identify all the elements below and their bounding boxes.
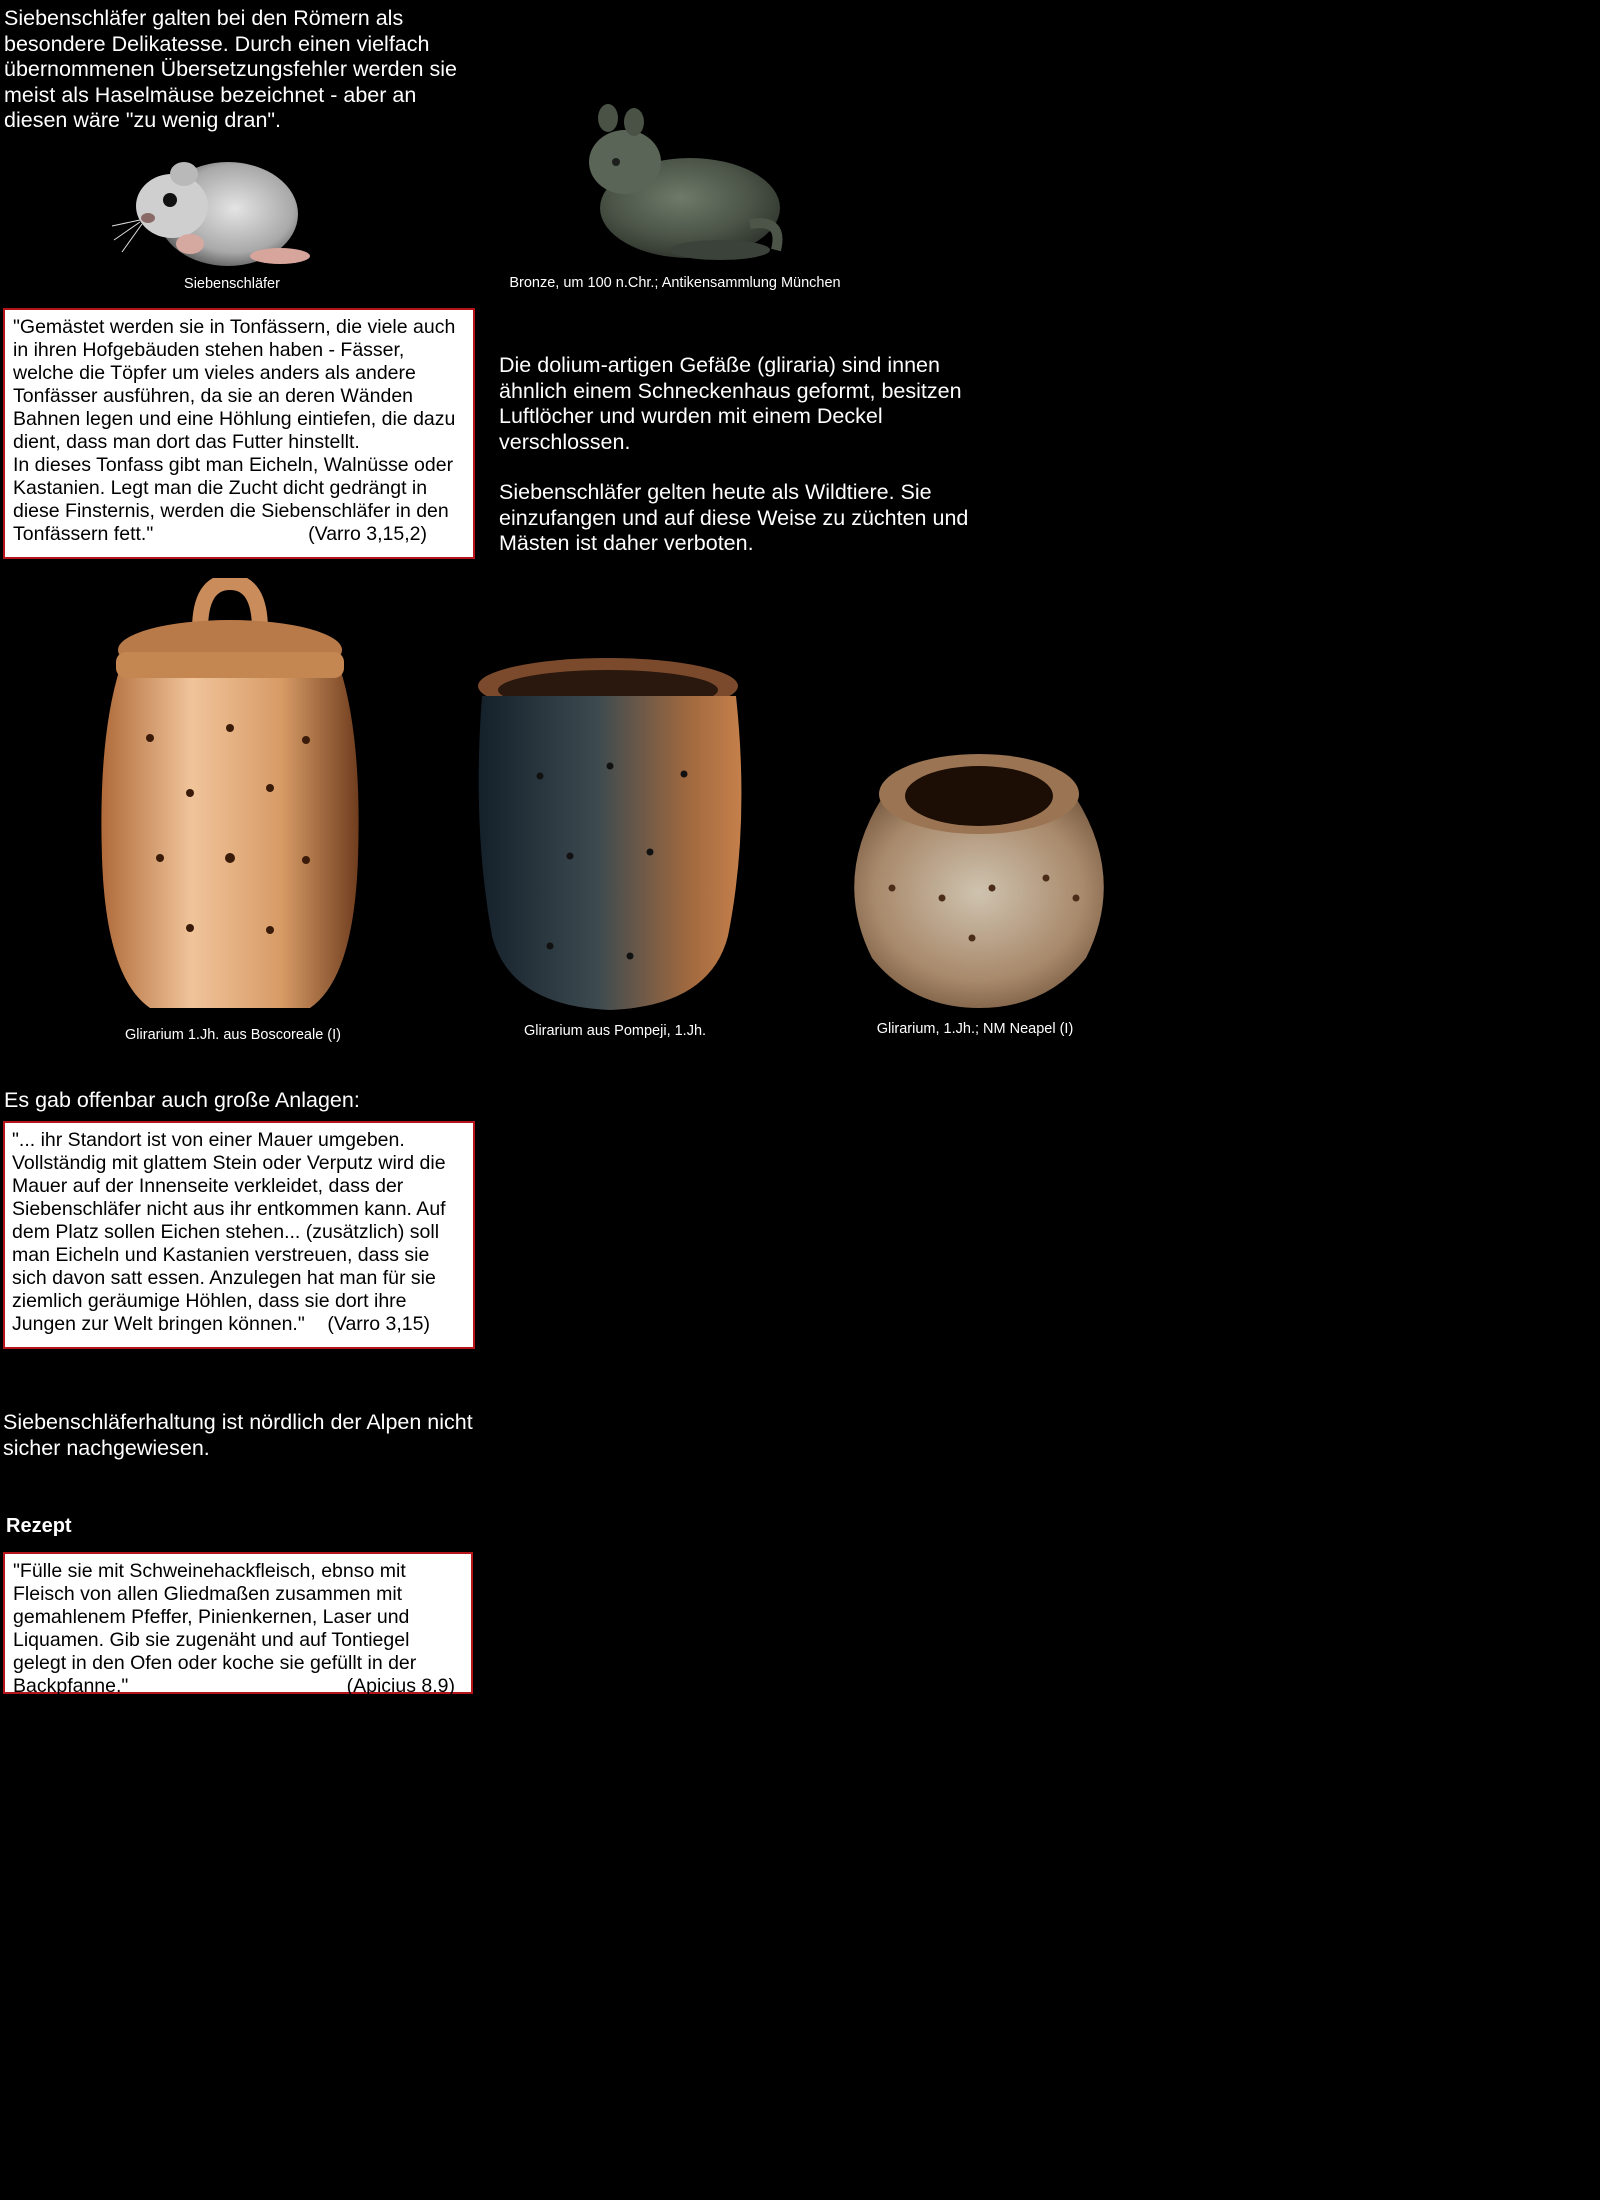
dormouse-photo (110, 148, 310, 276)
varro-quote-box (3, 308, 475, 559)
recipe-quote-source: (Apicius 8.9) (346, 1675, 455, 1697)
recipe-heading: Rezept (6, 1515, 72, 1537)
anlagen-quote-text: "... ihr Standort ist von einer Mauer umgeben. Vollständig mit glattem Stein oder Verputz wird die Mauer auf der Innenseite verkleidet, dass der Siebenschläfer nicht aus ihr entkommen kann. Auf dem Platz sollen Eichen stehen... (zusätzlich) soll man Eicheln und Kastanien verstreuen, dass sie sich davon satt essen. Anzulegen hat man für sie ziemlich geräumige Höhlen, dass sie dort ihre Jungen zur Welt bringen können." (12, 1129, 446, 1335)
glirarium-neapel-photo (842, 738, 1116, 1012)
anlagen-heading: Es gab offenbar auch große Anlagen: (4, 1088, 360, 1112)
north-alps-text: Siebenschläferhaltung ist nördlich der Alpen nicht sicher nachgewiesen. (3, 1410, 473, 1460)
anlagen-quote-box (3, 1121, 475, 1349)
bronze-dormouse-photo (570, 100, 790, 268)
varro-quote-para2: In dieses Tonfass gibt man Eicheln, Walnüsse oder Kastanien. Legt man die Zucht dicht gedrängt in diese Finsternis, werden die Siebenschläfer in den Tonfässern fett." (13, 454, 454, 545)
jar3-caption: Glirarium, 1.Jh.; NM Neapel (I) (876, 1021, 1074, 1037)
jar1-caption: Glirarium 1.Jh. aus Boscoreale (I) (125, 1027, 341, 1043)
dormouse-caption: Siebenschläfer (184, 276, 280, 292)
jar2-caption: Glirarium aus Pompeji, 1.Jh. (523, 1023, 707, 1039)
intro-text: Siebenschläfer galten bei den Römern als besondere Delikatesse. Durch einen vielfach übernommenen Übersetzungsfehler werden sie meist als Haselmäuse bezeichnet - aber an diesen wäre "zu wenig dran". (4, 6, 457, 132)
anlagen-quote-source: (Varro 3,15) (327, 1313, 430, 1335)
glirarium-pompeji-photo (470, 656, 752, 1014)
glirarium-boscoreale-photo (80, 578, 380, 1018)
gliraria-description: Die dolium-artigen Gefäße (gliraria) sind innen ähnlich einem Schneckenhaus geformt, besitzen Luftlöcher und wurden mit einem Deckel verschlossen. (499, 353, 962, 454)
varro-quote-source: (Varro 3,15,2) (308, 523, 427, 545)
bronze-caption: Bronze, um 100 n.Chr.; Antikensammlung München (509, 275, 841, 291)
wildlife-note: Siebenschläfer gelten heute als Wildtiere. Sie einzufangen und auf diese Weise zu züchten und Mästen ist daher verboten. (499, 480, 969, 555)
varro-quote-para1: "Gemästet werden sie in Tonfässern, die viele auch in ihren Hofgebäuden stehen haben - Fässer, welche die Töpfer um vieles anders als andere Tonfässer ausführen, da sie an deren Wänden Bahnen legen und eine Höhlung eintiefen, die dazu dient, dass man dort das Futter hinstellt. (13, 316, 456, 453)
recipe-quote-text: "Fülle sie mit Schweinehackfleisch, ebnso mit Fleisch von allen Gliedmaßen zusammen mit gemahlenem Pfeffer, Pinienkernen, Laser und Liquamen. Gib sie zugenäht und auf Tontiegel gelegt in den Ofen oder koche sie gefüllt in der Backpfanne." (13, 1560, 417, 1697)
recipe-quote-box (3, 1552, 473, 1697)
